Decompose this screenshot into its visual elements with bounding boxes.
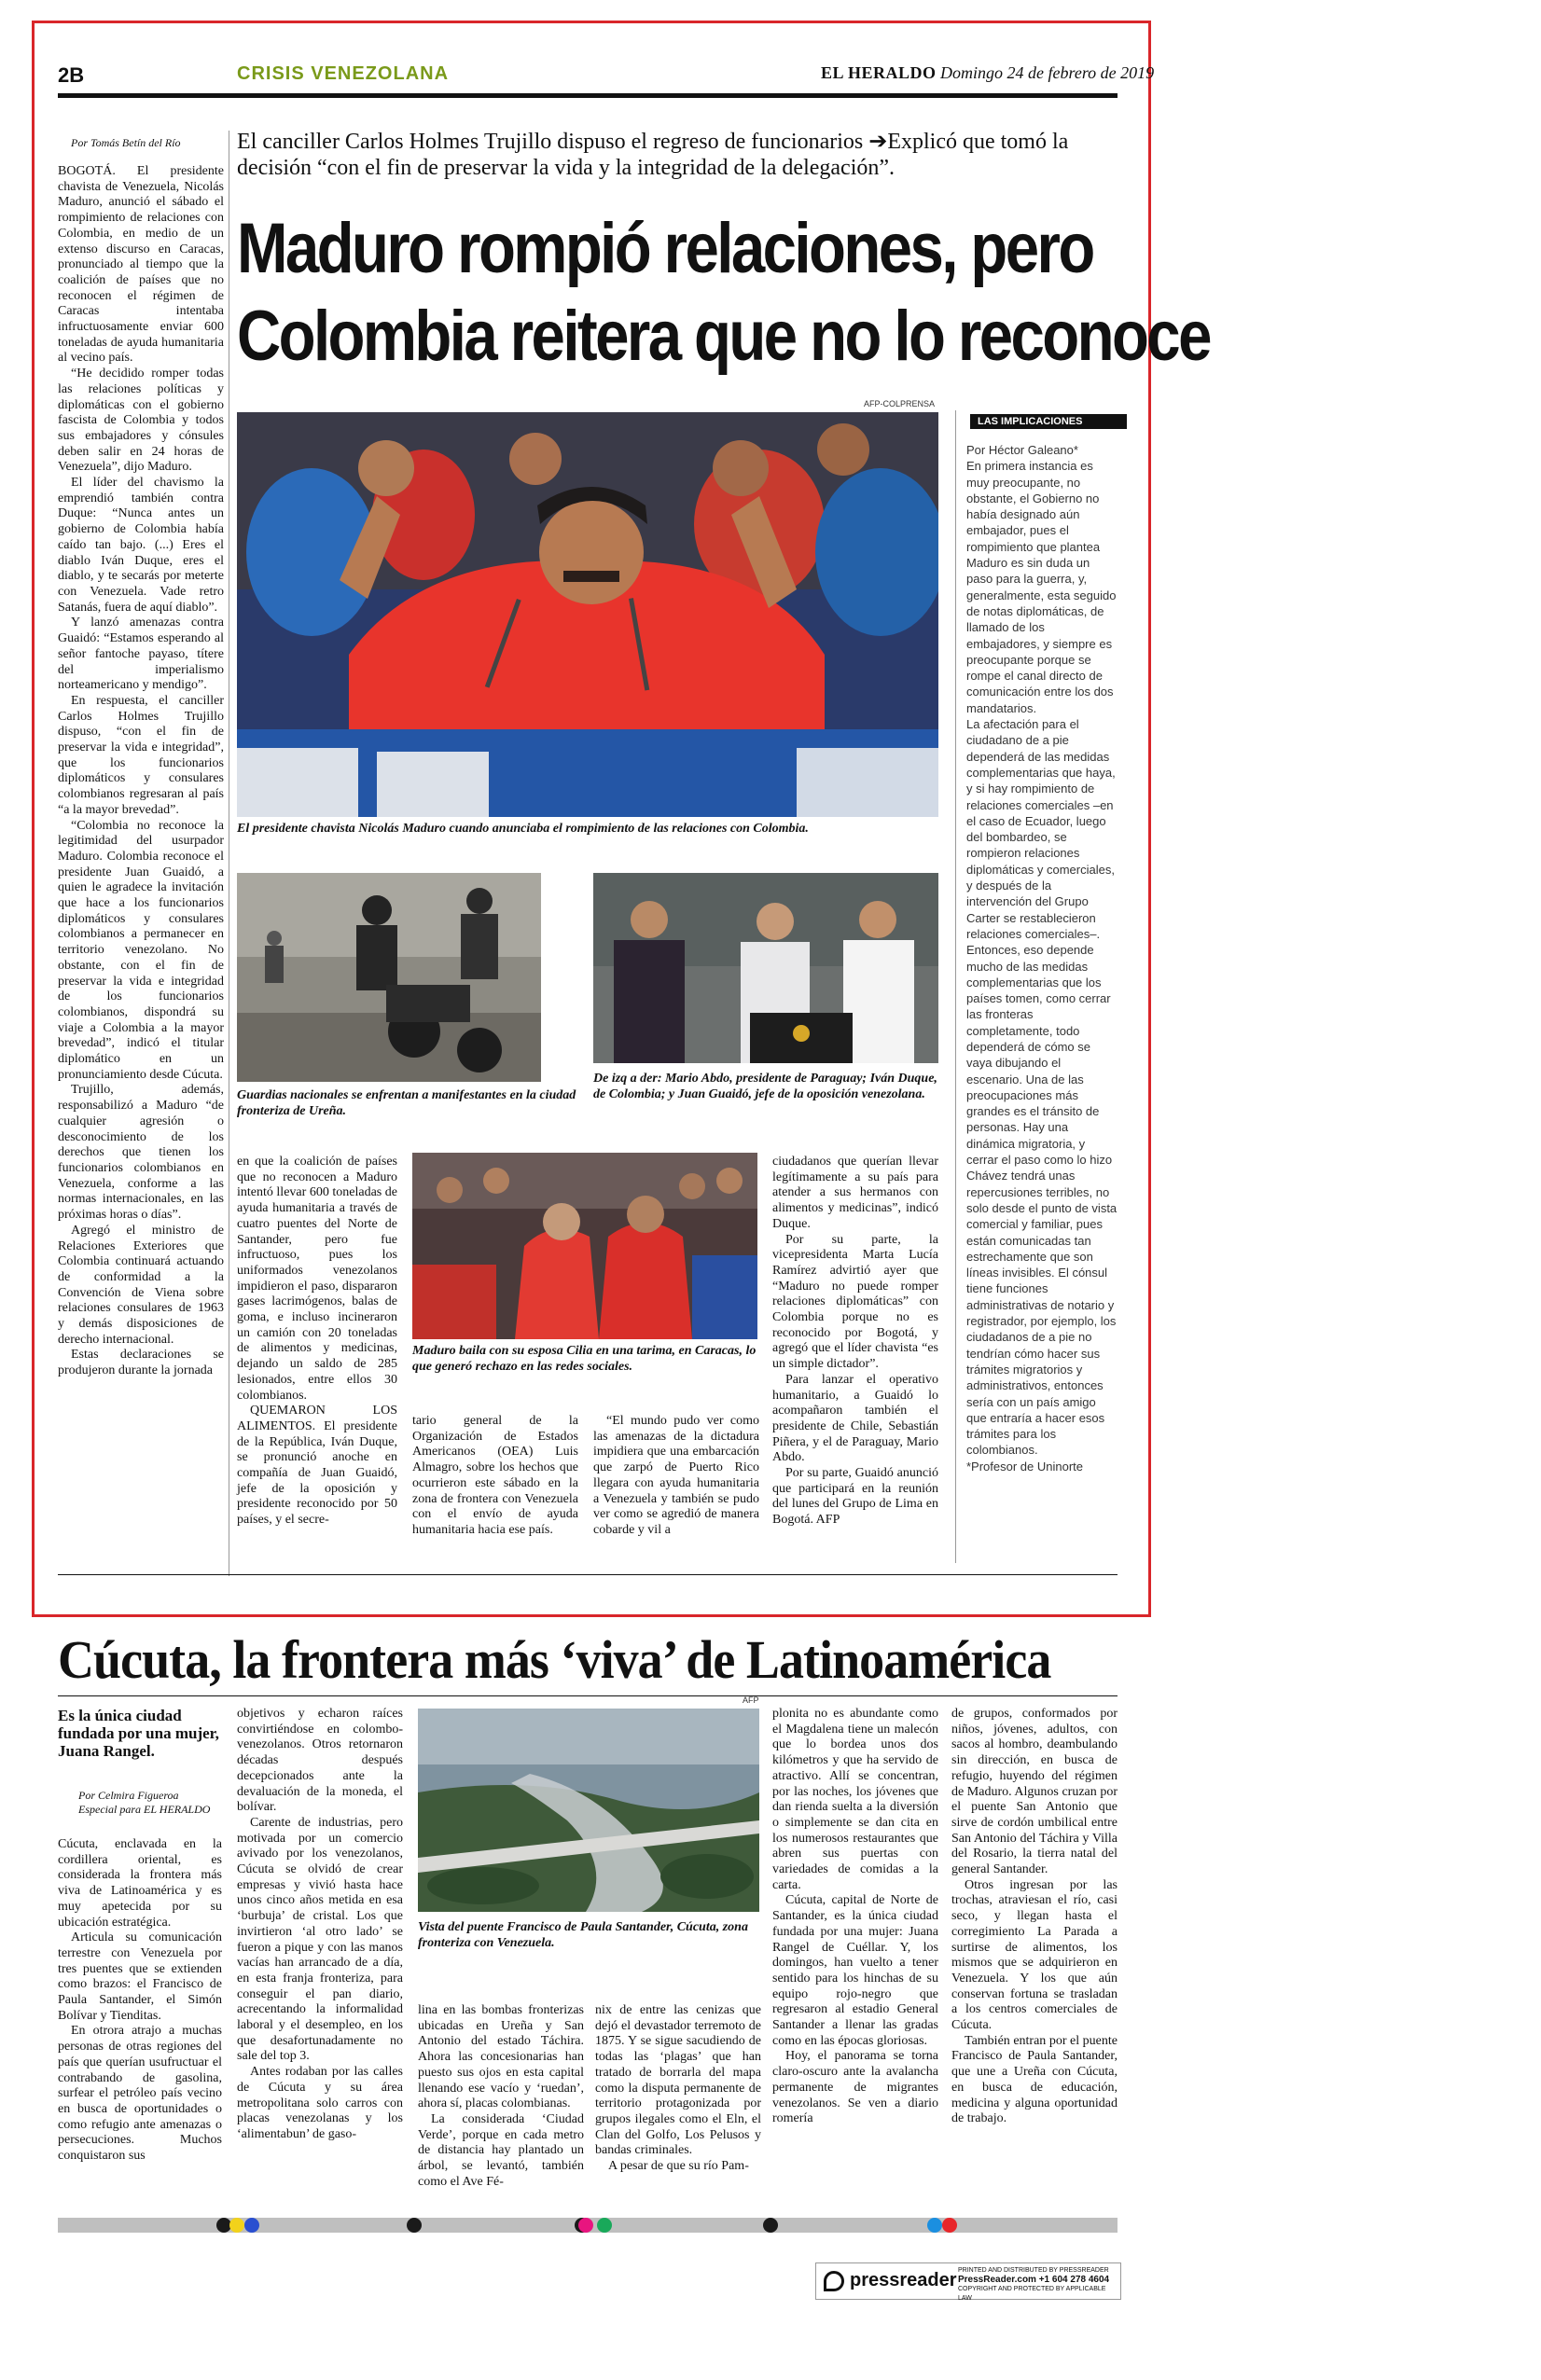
main-col-4 (593, 1414, 759, 1539)
baile-caption: Maduro baila con su esposa Cilia en una tarima, en Caracas, lo que generó rechazo en las redes sociales. (412, 1344, 757, 1374)
headline-rule (58, 1695, 1118, 1696)
paragraph: Cúcuta, enclavada en la cordillera oriental, es considerada la frontera más viva de Latinoamérica y es muy apetecida por su ubicación estratégica. (58, 1837, 222, 1930)
paragraph: Para lanzar el operativo humanitario, a Guaidó lo acompañaron también el presidente de Chile, Sebastián Piñera, y el de Paraguay, Mario Abdo. (772, 1372, 938, 1465)
registration-dot (942, 2218, 957, 2233)
paragraph: El líder del chavismo la emprendió también contra Duque: “Nunca antes un gobierno de Colombia había caído tan bajo. (...) Eres el diablo Iván Duque, eres el diablo, y te secarás por meterte con Venezuela. Vade retro Satanás, fuera de aquí diablo”. (58, 476, 224, 615)
headline-line-2: Colombia reitera que no lo reconoce (237, 297, 1210, 376)
cucuta-byline: Por Celmira Figueroa Especial para EL HERALDO (78, 1789, 211, 1816)
paragraph: Carente de industrias, pero motivada por un comercio avivado por los venezolanos, Cúcuta se olvidó de crear empresas y vivió hasta hace unos cinco años metida en esa ‘burbuja’ de cristal. Los que invirtieron ‘al otro lado’ se fueron a pique y con las manos vacías han arrancado de a día, en esta franja fronteriza, para conseguir el pan diario, acrecentando la informalidad laboral y el desempleo, en los que desafortunadamente no sale del top 3. (237, 1815, 403, 2064)
paragraph: A pesar de que su río Pam- (608, 2159, 749, 2174)
guardias-photo (237, 873, 541, 1082)
press-line-1: PRINTED AND DISTRIBUTED BY PRESSREADER (958, 2267, 1109, 2274)
photo-credit: AFP-COLPRENSA (864, 399, 936, 408)
cucuta-col-5 (772, 1707, 938, 2127)
sidebar-title: LAS IMPLICACIONES (970, 414, 1127, 429)
header-rule (58, 93, 1118, 98)
registration-dot (244, 2218, 259, 2233)
registration-dot (927, 2218, 942, 2233)
baile-photo (412, 1153, 757, 1339)
paragraph: en que la coalición de países que no reconocen a Maduro intentó llevar 600 toneladas de ayuda humanitaria a través de cuatro puentes del Norte de Santander, pero fue infructuoso, pues los uniformados venezolanos impidieron el paso, dispararon gases lacrimógenos, balas de goma, e incluso incineraron un camión con 20 toneladas de alimentos y medicinas, dejando un saldo de 285 lesionados, entre ellos 30 colombianos. (237, 1155, 397, 1403)
main-col-5 (772, 1155, 938, 1529)
masthead (821, 63, 1155, 83)
cucuta-col-1 (58, 1837, 222, 2165)
paragraph: En primera instancia es muy preocupante, no obstante, el Gobierno no había designado aún embajador, pues el rompimiento que plantea Maduro es sin duda un paso para la guerra, y, generalmente, esta seguido de notas diplomáticas, de llamado de los embajadores, y siempre es preocupante porque se rompe el canal directo de comunicación entre los dos mandatarios. (966, 459, 1117, 715)
cucuta-col-4 (595, 2003, 761, 2175)
main-headline (237, 205, 1210, 381)
paragraph: En otrora atrajo a muchas personas de otras regiones del país que querían usufructuar el contrabando de gasolina, surfear el petróleo país vecino en busca de oportunidades o como refugio ante amenazas o persecuciones. Muchos conquistaron sus (58, 2024, 222, 2164)
bridge-caption: Vista del puente Francisco de Paula Santander, Cúcuta, zona fronteriza con Venezuela. (418, 1920, 748, 1950)
paragraph: Estas declaraciones se produjeron durante la jornada (58, 1348, 224, 1378)
paragraph: La afectación para el ciudadano de a pie dependerá de las medidas complementarias que haya, y si hay rompimiento de relaciones comerciales –en el caso de Ecuador, luego del bombardeo, se rompieron relaciones diplomáticas y comerciales, y después de la intervención del Grupo Carter se restablecieron relaciones comerciales–. Entonces, eso depende mucho de las medidas complementarias que los países tomen, como cerrar las fronteras completamente, todo dependerá de cómo se vaya dibujando el escenario. Una de las preocupaciones más grandes es el tránsito de personas. Hay una dinámica migratoria, y cerrar el paso como lo hizo Chávez tendrá unas repercusiones terribles, no solo desde el punto de vista comercial y familiar, pues están comunicadas tan estrechamente que son líneas invisibles. El cónsul tiene funciones administrativas de notario y registrador, por ejemplo, los ciudadanos de a pie no tendrían cómo hacer sus trámites migratorios y administrativos, entonces sería con un país amigo que entraría a hacer esos trámites para los colombianos. (966, 717, 1118, 1458)
paragraph: objetivos y echaron raíces convirtiéndose en colombo-venezolanos. Otros retornaron décadas después decepcionados ante la devaluación de la moneda, el bolívar. (237, 1707, 403, 1815)
paragraph: “He decidido romper todas las relaciones políticas y diplomáticas con el gobierno fascista de Colombia y todos sus embajadores y cónsules deben salir en 24 horas de Venezuela”, dijo Maduro. (58, 367, 224, 475)
paragraph: Trujillo, además, responsabilizó a Maduro “de cualquier agresión o desconocimiento de los derechos que tienen los funcionarios colombianos en Venezuela, conforme a las normas internacionales, en las próximas horas o días”. (58, 1083, 224, 1223)
paragraph: BOGOTÁ. El presidente chavista de Venezuela, Nicolás Maduro, anunció el sábado el rompimiento de relaciones con Colombia, en medio de un extenso discurso en Caracas, pronunciado al tiempo que la coalición de países que no reconocen el régimen de Caracas intentaba infructuosamente enviar 600 toneladas de ayuda humanitaria al vecino país. (58, 164, 224, 366)
registration-dot (597, 2218, 612, 2233)
paragraph: *Profesor de Uninorte (966, 1459, 1084, 1474)
paragraph: QUEMARON LOS ALIMENTOS. El presidente de la República, Iván Duque, se pronunció anoche en compañía de Juan Guaidó, jefe de la oposición y presidente reconocido por 50 países, y el secre- (237, 1404, 397, 1528)
main-byline: Por Tomás Betín del Río (71, 136, 181, 149)
paragraph: Antes rodaban por las calles de Cúcuta y su área metropolitana solo carros con placas venezolanas y los ‘alimentabun’ de gaso- (237, 2065, 403, 2141)
sidebar-text (966, 442, 1118, 1474)
maduro-speech-image (237, 412, 938, 817)
paragraph: La considerada ‘Ciudad Verde’, porque en cada metro de distancia hay plantado un árbol, se levantó, también como el Ave Fé- (418, 2111, 584, 2189)
cucuta-col-2 (237, 1707, 403, 2143)
guardias-caption: Guardias nacionales se enfrentan a manifestantes en la ciudad fronteriza de Ureña. (237, 1088, 576, 1118)
paper-name: EL HERALDO (821, 63, 937, 82)
press-line-2: PressReader.com +1 604 278 4604 (958, 2275, 1110, 2285)
story-bottom-rule (58, 1574, 1118, 1575)
pressreader-logo-icon (824, 2271, 844, 2291)
main-deck: El canciller Carlos Holmes Trujillo dispuso el regreso de funcionarios ➔Explicó que tomó la decisión “con el fin de preservar la vida y la integridad de la delegación”. (237, 130, 1069, 180)
cucuta-col-6 (951, 1707, 1118, 2127)
paragraph: “Colombia no reconoce la legitimidad del usurpador Maduro. Colombia reconoce el presidente Juan Guaidó, a quien le agradece la invitación que hace a los funcionarios diplomáticos y consulares colombianos a permanecer en territorio venezolano. No obstante, con el fin de preservar la vida e integridad de los funcionarios colombianos, dispondrá su viaje a Colombia a la mayor brevedad”, indicó el titular diplomático en un pronunciamiento desde Cúcuta. (58, 818, 224, 1082)
paragraph: nix de entre las cenizas que dejó el devastador terremoto de 1875. Y se sigue sacudiendo de todas las ‘plagas’ que han tratado de borrarla del mapa como la disputa permanente de territorio protagonizada por grupos ilegales como el Eln, el Clan del Golfo, Los Pelusos y bandas criminales. (595, 2003, 761, 2158)
paragraph: plonita no es abundante como el Magdalena tiene un malecón que lo bordea unos dos kilómetros y que ha servido de atractivo. Allí se concentran, por las noches, los jóvenes que dan rienda suelta a la diversión o simplemente se dan cita en los numerosos restaurantes que abren sus puertas con variedades de comidas a la carta. (772, 1707, 938, 1892)
paragraph: Hoy, el panorama se torna claro-oscuro ante la avalancha permanente de migrantes venezolanos. Se ven a diario romería (772, 2049, 938, 2126)
riot-image (237, 873, 541, 1082)
paragraph: Por su parte, la vicepresidenta Marta Lucía Ramírez advirtió ayer que “Maduro no puede romper relaciones diplomáticas” con Colombia porque no es reconocido por Bogotá, y agregó que el líder chavista “es un simple dictador”. (772, 1232, 938, 1372)
paragraph: Agregó el ministro de Relaciones Exteriores que Colombia continuará actuando de conformidad a la Convención de Viena sobre relaciones consulares de 1963 y demás disposiciones de derecho internacional. (58, 1223, 224, 1347)
section-title: CRISIS VENEZOLANA (237, 63, 450, 84)
cucuta-lead: Es la única ciudad fundada por una mujer, Juana Rangel. (58, 1707, 219, 1760)
paragraph: Otros ingresan por las trochas, atraviesan el río, casi seco, y llegan hasta el corregimiento La Parada a surtirse de alimentos, los mismos que se adquirieron en Venezuela. Y los que aún conservan fortuna se trasladan a los centros comerciales de Cúcuta. (951, 1877, 1118, 2033)
bridge-aerial-image (418, 1709, 759, 1912)
presidents-image (593, 873, 938, 1063)
pressreader-box (815, 2262, 1121, 2300)
cucuta-headline: Cúcuta, la frontera más ‘viva’ de Latinoamérica (58, 1629, 1051, 1690)
pressreader-info (958, 2266, 1118, 2304)
main-col-2 (237, 1155, 397, 1529)
main-col-1 (58, 164, 224, 1379)
bridge-photo (418, 1709, 759, 1912)
column-separator (955, 410, 956, 1563)
paragraph: Por su parte, Guaidó anunció que participará en la reunión del lunes del Grupo de Lima en Bogotá. AFP (772, 1466, 938, 1528)
registration-dot (229, 2218, 244, 2233)
paragraph: tario general de la Organización de Estados Americanos (OEA) Luis Almagro, sobre los hechos que ocurrieron este sábado en la zona de frontera con Venezuela con el envío de ayuda humanitaria hacia ese país. (412, 1414, 578, 1537)
pressreader-brand: pressreader (850, 2270, 957, 2290)
registration-dot (763, 2218, 778, 2233)
paragraph: lina en las bombas fronterizas ubicadas en Ureña y San Antonio del estado Táchira. Ahora las concesionarias han puesto sus ojos en esta capital llenando ese vacío y ‘ruedan’, ahora sí, placas colombianas. (418, 2003, 584, 2111)
sidebar-byline: Por Héctor Galeano* (966, 443, 1078, 457)
paragraph: de grupos, conformados por niños, jóvenes, adultos, con sacos al hombro, deambulando sin dirección, en busca de refugio, huyendo del régimen de Maduro. Algunos cruzan por el puente San Antonio que sirve de cordón umbilical entre San Antonio del Táchira y Villa del Rosario, la tierra natal del general Santander. (951, 1707, 1118, 1877)
main-photo (237, 412, 938, 817)
paragraph: Cúcuta, capital de Norte de Santander, es la única ciudad fundada por una mujer: Juana Rangel de Cuéllar. Y, los domingos, han vuelto a tener sentido para los hinchas de su equipo rojo-negro que regresaron al estadio General Santander a llenar las gradas como en las épocas gloriosas. (772, 1893, 938, 2048)
paragraph: Articula su comunicación terrestre con Venezuela por tres puentes que se extienden como brazos: el Francisco de Paula Santander, el Simón Bolívar y Tienditas. (58, 1930, 222, 2023)
cucuta-photo-credit: AFP (743, 1695, 759, 1705)
cucuta-col-3 (418, 2003, 584, 2190)
paragraph: Y lanzó amenazas contra Guaidó: “Estamos esperando al señor fantoche payaso, títere del imperialismo norteamericano y mendigo”. (58, 616, 224, 693)
paragraph: También entran por el puente Francisco de Paula Santander, que une a Ureña con Cúcuta, en busca de educación, medicina y alguna oportunidad de trabajo. (951, 2033, 1118, 2126)
issue-date: Domingo 24 de febrero de 2019 (940, 63, 1155, 82)
paragraph: “El mundo pudo ver como las amenazas de la dictadura impidiera que una embarcación que zarpó de Puerto Rico llegara con ayuda humanitaria a Venezuela y también se pudo ver como se agredió de manera cobarde y vil a (593, 1414, 759, 1537)
main-photo-caption: El presidente chavista Nicolás Maduro cuando anunciaba el rompimiento de las relaciones con Colombia. (237, 822, 809, 836)
headline-line-1: Maduro rompió relaciones, pero (237, 209, 1093, 288)
presidentes-photo (593, 873, 938, 1063)
paragraph: ciudadanos que querían llevar legítimamente a su país para atender a sus hermanos con alimentos y medicinas”, indicó Duque. (772, 1155, 938, 1231)
presidentes-caption: De izq a der: Mario Abdo, presidente de Paraguay; Iván Duque, de Colombia; y Juan Guaidó, jefe de la oposición venezolana. (593, 1072, 937, 1101)
registration-dot (578, 2218, 593, 2233)
registration-dot (407, 2218, 422, 2233)
paragraph: En respuesta, el canciller Carlos Holmes Trujillo dispuso, “con el fin de preservar la vida e integridad”, que los funcionarios diplomáticos y consulares colombianos regresaran al país “a la mayor brevedad”. (58, 693, 224, 817)
dance-image (412, 1153, 757, 1339)
main-col-3 (412, 1414, 578, 1539)
press-line-3: COPYRIGHT AND PROTECTED BY APPLICABLE LAW (958, 2286, 1106, 2302)
page-number: 2B (58, 63, 85, 87)
